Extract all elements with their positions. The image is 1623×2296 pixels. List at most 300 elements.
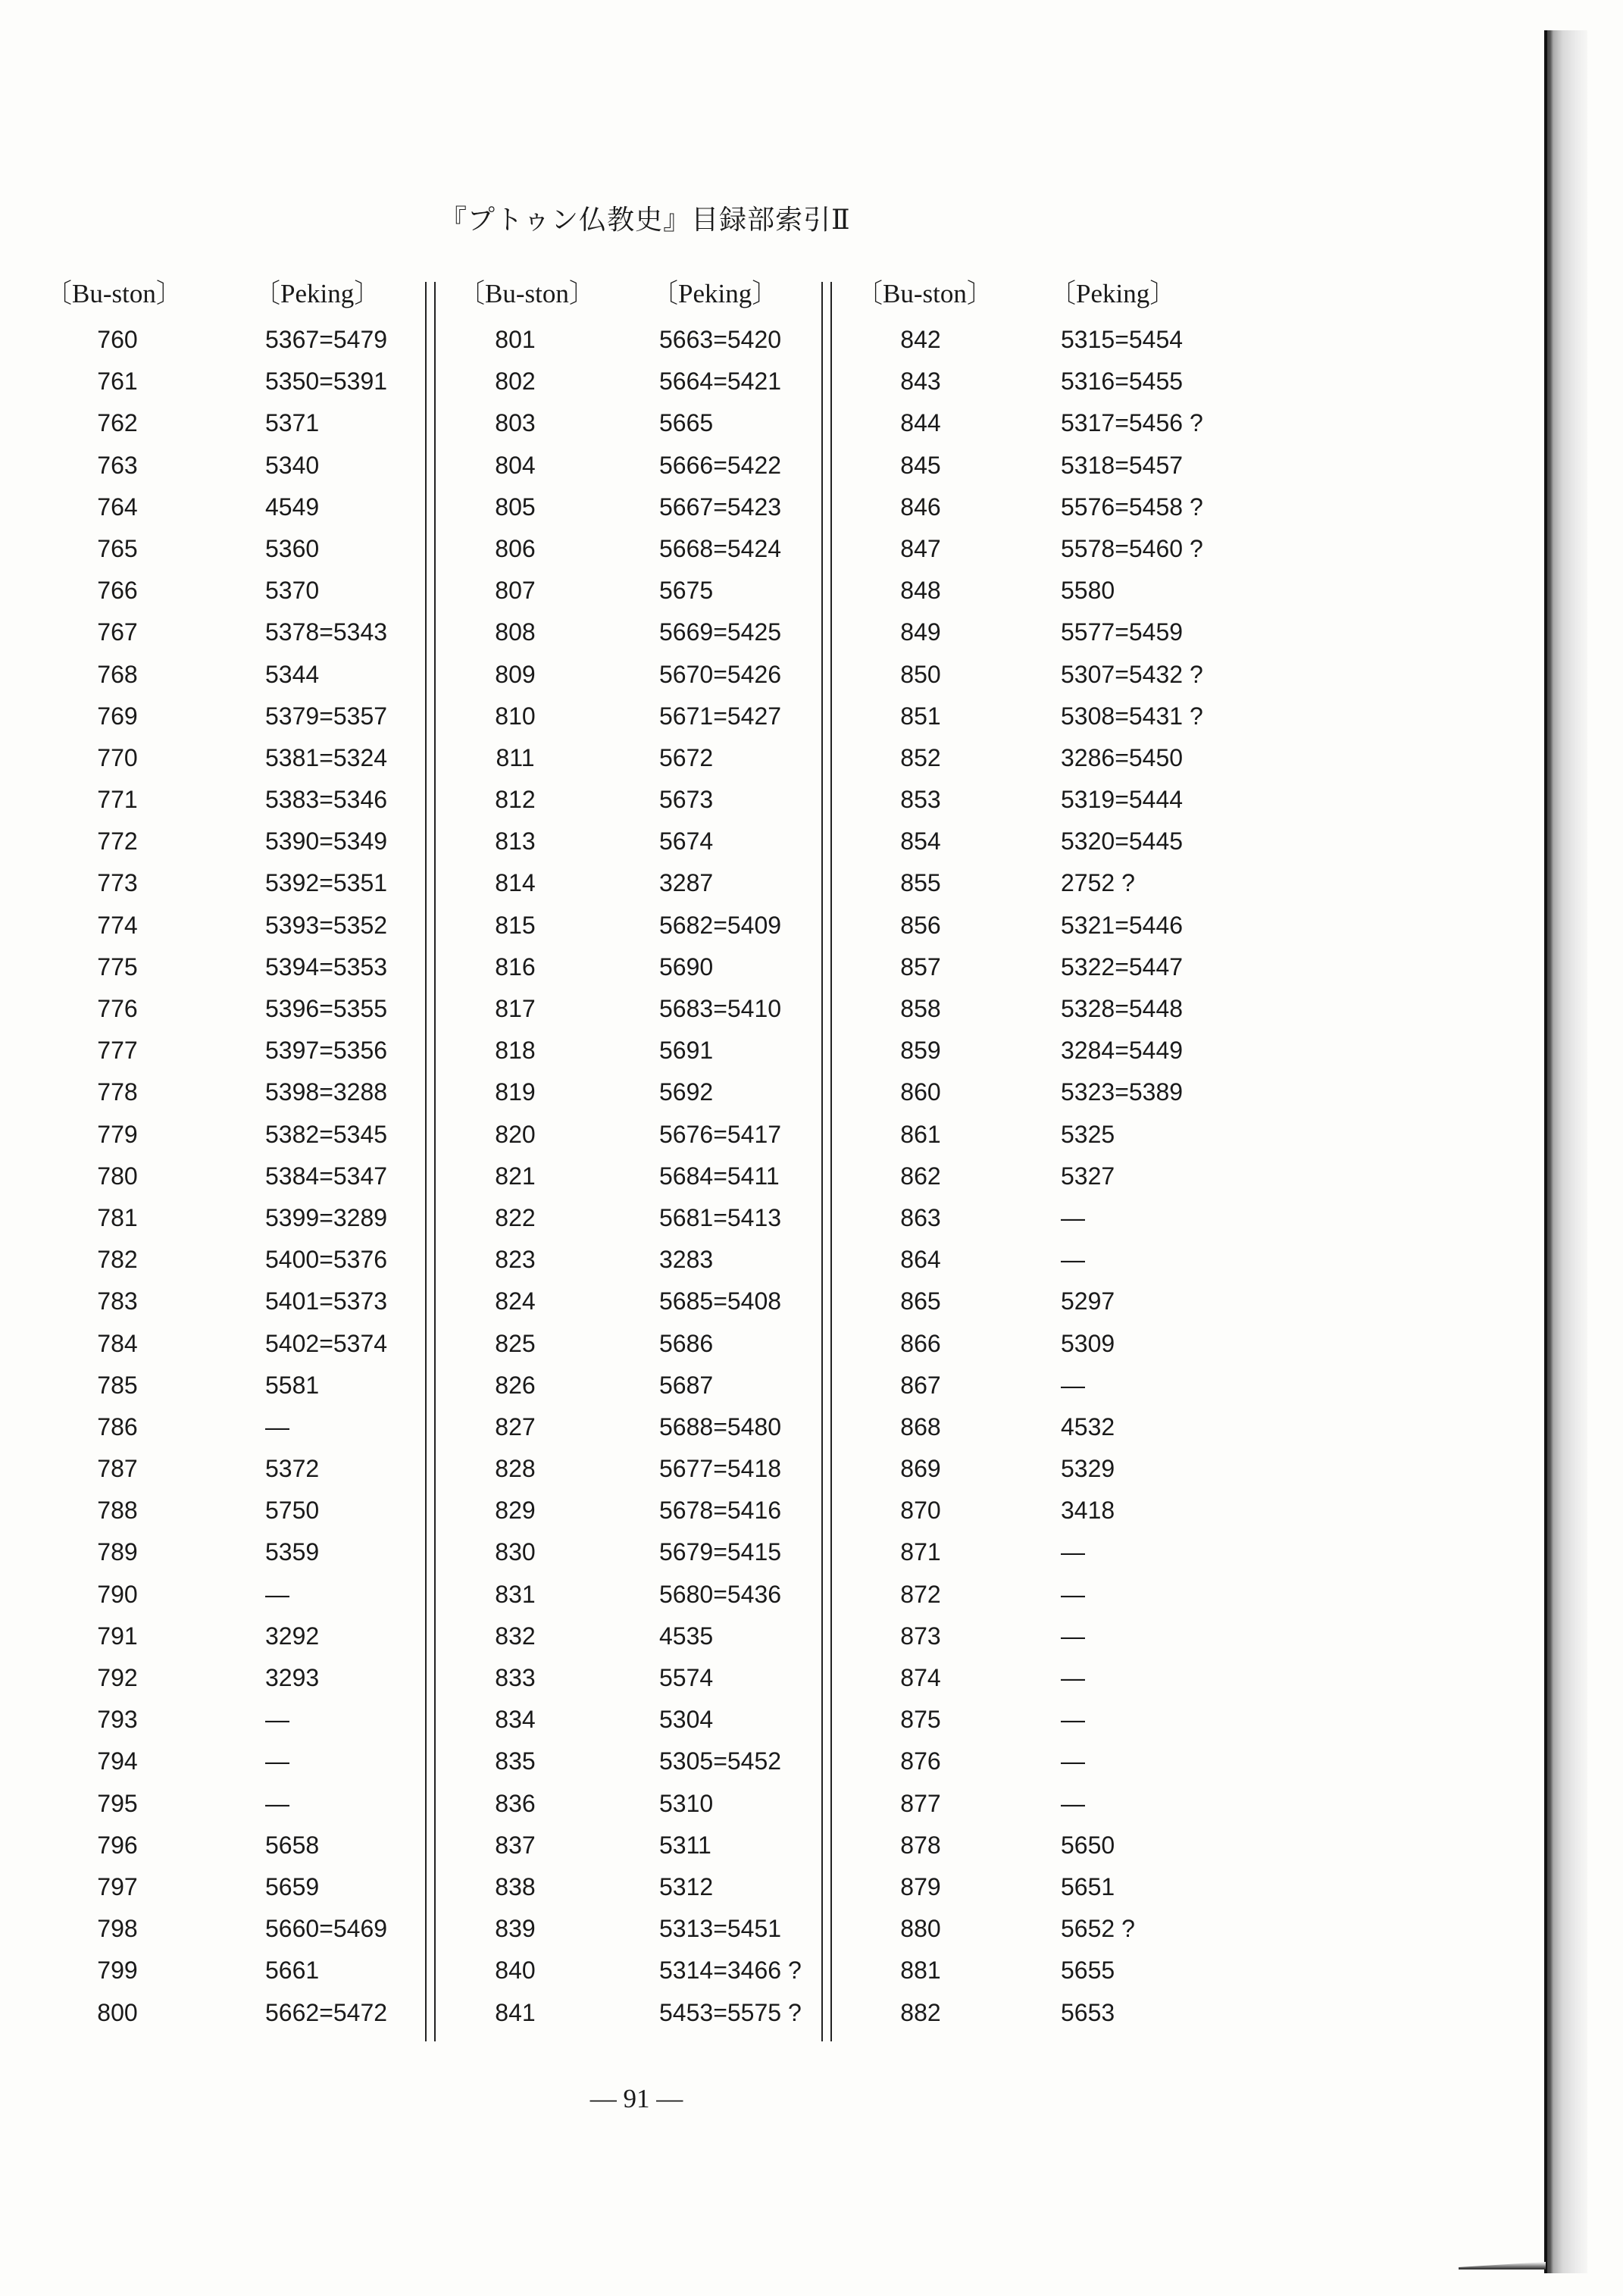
buston-number: 846 [900,493,941,521]
index-row [849,1447,1258,1489]
peking-number: — [1061,1246,1085,1274]
buston-number: 852 [900,743,941,771]
index-row [849,1238,1258,1280]
buston-number: 781 [97,1203,138,1231]
index-row [45,402,432,443]
buston-number: 874 [900,1664,941,1691]
peking-number: — [1061,1789,1085,1817]
peking-number: 5668=5424 [659,534,782,562]
index-row [849,1280,1258,1322]
index-row [45,360,432,402]
buston-number: 832 [495,1622,536,1650]
index-row [45,695,432,737]
peking-number: 5314=3466 ? [659,1957,802,1985]
buston-number: 841 [495,1998,536,2026]
buston-number: 761 [97,368,138,396]
buston-number: 820 [495,1120,536,1148]
buston-number: 878 [900,1831,941,1859]
index-row [45,1866,432,1907]
buston-number: 796 [97,1831,138,1859]
buston-number: 867 [900,1371,941,1399]
buston-number: 817 [495,995,536,1022]
buston-number: 861 [900,1120,941,1148]
index-row [451,444,833,486]
index-row [45,1531,432,1572]
buston-number: 783 [97,1287,138,1315]
index-row [45,1573,432,1615]
index-row [451,1573,833,1615]
buston-number: 870 [900,1497,941,1525]
index-row [849,1573,1258,1615]
peking-number: 4532 [1061,1412,1115,1440]
peking-number: 5350=5391 [265,368,388,396]
peking-number: 5398=3288 [265,1078,388,1106]
peking-number: 4535 [659,1622,714,1650]
peking-number: 5580 [1061,577,1115,605]
peking-number: 5688=5480 [659,1412,782,1440]
buston-number: 875 [900,1706,941,1734]
buston-number: 847 [900,534,941,562]
index-row [849,1531,1258,1572]
peking-number: — [265,1789,289,1817]
peking-number: 5686 [659,1329,714,1357]
peking-number: 5322=5447 [1061,952,1184,981]
index-row [45,1991,432,2033]
index-row [451,1406,833,1447]
scan-binding-edge [1546,30,1587,2273]
index-row [849,1782,1258,1824]
index-row [451,737,833,778]
index-row [45,987,432,1029]
index-row [849,904,1258,946]
index-row [45,904,432,946]
peking-number: 5650 [1061,1831,1115,1859]
buston-number: 808 [495,618,536,646]
buston-number: 873 [900,1622,941,1650]
index-row [849,1113,1258,1155]
index-row [451,1991,833,2033]
buston-number: 834 [495,1706,536,1734]
buston-number: 843 [900,368,941,396]
index-row [849,402,1258,443]
buston-number: 850 [900,660,941,688]
buston-number: 763 [97,451,138,479]
index-row [45,778,432,820]
buston-number: 864 [900,1246,941,1274]
peking-header: 〔Peking〕 [254,279,381,308]
buston-number: 789 [97,1538,138,1566]
index-row [849,1155,1258,1196]
index-row [45,1155,432,1196]
index-column-2 [451,273,833,2033]
index-row [451,1824,833,1866]
index-row [849,1071,1258,1112]
peking-number: 5577=5459 [1061,618,1184,646]
index-row [849,486,1258,527]
index-row [45,737,432,778]
buston-number: 791 [97,1622,138,1650]
peking-number: 5684=5411 [659,1162,780,1190]
index-row [451,1740,833,1781]
index-row [451,987,833,1029]
buston-number: 810 [495,702,536,730]
index-row [451,360,833,402]
peking-number: 5681=5413 [659,1203,782,1231]
index-row [451,402,833,443]
buston-number: 798 [97,1915,138,1943]
index-row [451,1196,833,1238]
buston-number: 818 [495,1037,536,1065]
peking-number: 5315=5454 [1061,326,1184,353]
buston-number: 853 [900,786,941,814]
index-row [45,1029,432,1071]
peking-number: 5679=5415 [659,1538,782,1566]
buston-number: 848 [900,577,941,605]
index-row [45,1238,432,1280]
peking-number: 5685=5408 [659,1287,782,1315]
peking-number: 5401=5373 [265,1287,388,1315]
buston-number: 812 [495,786,536,814]
peking-number: — [1061,1203,1085,1231]
page-number: — 91 — [589,2084,683,2113]
buston-number: 773 [97,869,138,897]
index-row [45,1615,432,1656]
index-row [45,862,432,903]
index-row [849,1991,1258,2033]
index-row [45,653,432,695]
peking-number: — [1061,1664,1085,1691]
buston-number: 845 [900,451,941,479]
index-row [451,862,833,903]
peking-number: — [265,1706,289,1734]
column-header [849,273,1258,318]
peking-number: 5678=5416 [659,1497,782,1525]
peking-number: 5687 [659,1371,714,1399]
buston-number: 826 [495,1371,536,1399]
peking-number: 5329 [1061,1455,1115,1483]
index-row [451,1364,833,1406]
peking-number: — [265,1580,289,1608]
index-row [451,946,833,987]
index-row [451,1698,833,1740]
index-row [451,1113,833,1155]
index-row [849,1406,1258,1447]
index-row [45,1280,432,1322]
peking-number: 5381=5324 [265,743,388,771]
buston-number: 856 [900,911,941,939]
index-row [451,1447,833,1489]
buston-number: 860 [900,1078,941,1106]
index-row [45,1447,432,1489]
index-row [849,987,1258,1029]
peking-number: 5397=5356 [265,1037,388,1065]
buston-number: 800 [97,1998,138,2026]
peking-number: 5297 [1061,1287,1115,1315]
peking-number: 5663=5420 [659,326,782,353]
peking-number: — [1061,1747,1085,1775]
index-row [45,1740,432,1781]
index-row [451,904,833,946]
page-title: 『プトゥン仏教史』目録部索引Ⅱ [439,205,851,235]
buston-number: 829 [495,1497,536,1525]
peking-number: 5379=5357 [265,702,388,730]
index-row [451,569,833,611]
peking-number: 5321=5446 [1061,911,1184,939]
peking-number: 4549 [265,493,320,521]
buston-number: 765 [97,534,138,562]
buston-number: 807 [495,577,536,605]
index-row [849,318,1258,360]
buston-number: 774 [97,911,138,939]
peking-number: 5453=5575 ? [659,1998,802,2026]
peking-number: 5690 [659,952,714,981]
buston-header: 〔Bu-ston〕 [856,279,993,308]
index-row [849,1656,1258,1698]
buston-number: 793 [97,1706,138,1734]
peking-number: 5360 [265,534,320,562]
index-row [451,611,833,652]
buston-header: 〔Bu-ston〕 [45,279,183,308]
buston-number: 836 [495,1789,536,1817]
peking-number: 5317=5456 ? [1061,409,1203,437]
buston-number: 869 [900,1455,941,1483]
buston-number: 868 [900,1412,941,1440]
peking-number: 5675 [659,577,714,605]
index-row [849,360,1258,402]
peking-number: 3293 [265,1664,320,1691]
buston-number: 760 [97,326,138,353]
peking-number: 5359 [265,1538,320,1566]
buston-number: 880 [900,1915,941,1943]
buston-number: 815 [495,911,536,939]
peking-number: 2752 ? [1061,869,1135,897]
peking-number: 5311 [659,1831,711,1859]
buston-number: 857 [900,952,941,981]
buston-number: 842 [900,326,941,353]
index-row [451,653,833,695]
buston-number: 766 [97,577,138,605]
buston-number: 849 [900,618,941,646]
index-row [451,1782,833,1824]
peking-number: 5578=5460 ? [1061,534,1203,562]
peking-number: — [1061,1706,1085,1734]
buston-number: 762 [97,409,138,437]
index-row [849,1907,1258,1949]
buston-number: 788 [97,1497,138,1525]
index-row [45,1071,432,1112]
peking-number: 5320=5445 [1061,827,1184,856]
buston-number: 797 [97,1872,138,1900]
index-row [451,1615,833,1656]
index-row [451,1155,833,1196]
buston-number: 811 [496,743,535,771]
buston-number: 831 [495,1580,536,1608]
index-row [45,1113,432,1155]
buston-number: 863 [900,1203,941,1231]
peking-number: 5378=5343 [265,618,388,646]
peking-number: 5328=5448 [1061,995,1184,1022]
index-row [451,1322,833,1364]
buston-number: 830 [495,1538,536,1566]
peking-number: 5390=5349 [265,827,388,856]
peking-number: 5750 [265,1497,320,1525]
buston-number: 823 [495,1246,536,1274]
peking-number: — [265,1412,289,1440]
peking-number: 5371 [265,409,320,437]
index-row [45,527,432,569]
buston-number: 764 [97,493,138,521]
peking-number: 5680=5436 [659,1580,782,1608]
buston-number: 784 [97,1329,138,1357]
buston-number: 813 [495,827,536,856]
index-row [451,486,833,527]
peking-number: 5308=5431 ? [1061,702,1203,730]
buston-number: 768 [97,660,138,688]
peking-number: 5310 [659,1789,714,1817]
buston-number: 865 [900,1287,941,1315]
index-row [45,1322,432,1364]
peking-number: 5327 [1061,1162,1115,1190]
index-row [849,444,1258,486]
buston-number: 844 [900,409,941,437]
buston-number: 819 [495,1078,536,1106]
peking-number: 5576=5458 ? [1061,493,1203,521]
peking-number: 5340 [265,451,320,479]
buston-number: 879 [900,1872,941,1900]
index-row [45,946,432,987]
peking-number: 5400=5376 [265,1246,388,1274]
buston-number: 835 [495,1747,536,1775]
index-row [45,444,432,486]
index-row [45,569,432,611]
index-row [849,946,1258,987]
column-divider [425,282,436,2041]
peking-number: 5313=5451 [659,1915,782,1943]
index-row [849,778,1258,820]
index-row [849,1698,1258,1740]
index-row [45,318,432,360]
peking-number: 5396=5355 [265,995,388,1022]
buston-number: 877 [900,1789,941,1817]
buston-number: 825 [495,1329,536,1357]
index-row [45,1406,432,1447]
buston-number: 866 [900,1329,941,1357]
buston-number: 767 [97,618,138,646]
buston-number: 833 [495,1664,536,1691]
index-row [451,1907,833,1949]
peking-number: — [1061,1580,1085,1608]
index-row [849,1866,1258,1907]
index-column-3 [849,273,1258,2033]
peking-number: 3286=5450 [1061,743,1184,771]
peking-number: 5383=5346 [265,786,388,814]
peking-header: 〔Peking〕 [652,279,779,308]
buston-number: 872 [900,1580,941,1608]
peking-number: 5319=5444 [1061,786,1184,814]
index-row [849,737,1258,778]
index-row [451,1489,833,1531]
buston-number: 881 [900,1957,941,1985]
buston-number: 782 [97,1246,138,1274]
index-row [849,820,1258,862]
buston-number: 828 [495,1455,536,1483]
buston-number: 805 [495,493,536,521]
peking-number: 5671=5427 [659,702,782,730]
buston-number: 778 [97,1078,138,1106]
buston-number: 802 [495,368,536,396]
peking-number: 5665 [659,409,714,437]
peking-number: 3292 [265,1622,320,1650]
index-row [849,862,1258,903]
buston-number: 779 [97,1120,138,1148]
index-row [451,1949,833,1991]
buston-number: 871 [900,1538,941,1566]
peking-number: 5683=5410 [659,995,782,1022]
index-row [849,1740,1258,1781]
peking-number: — [265,1747,289,1775]
buston-number: 801 [495,326,536,353]
peking-number: 5658 [265,1831,320,1859]
index-row [45,1824,432,1866]
index-row [849,1196,1258,1238]
peking-number: 5676=5417 [659,1120,782,1148]
peking-number: 5367=5479 [265,326,388,353]
peking-number: 5402=5374 [265,1329,388,1357]
peking-number: 5318=5457 [1061,451,1184,479]
peking-number: 5667=5423 [659,493,782,521]
peking-number: 5652 ? [1061,1915,1135,1943]
buston-number: 854 [900,827,941,856]
peking-number: 5669=5425 [659,618,782,646]
buston-number: 787 [97,1455,138,1483]
column-divider [821,282,832,2041]
peking-number: 5312 [659,1872,714,1900]
peking-number: 5305=5452 [659,1747,782,1775]
peking-number: 5670=5426 [659,660,782,688]
peking-header: 〔Peking〕 [1049,279,1177,308]
peking-number: 5325 [1061,1120,1115,1148]
index-row [45,1698,432,1740]
peking-number: 3284=5449 [1061,1037,1184,1065]
index-row [849,695,1258,737]
index-row [451,1238,833,1280]
index-row [45,1196,432,1238]
index-row [45,820,432,862]
peking-number: 5372 [265,1455,320,1483]
buston-number: 859 [900,1037,941,1065]
buston-number: 792 [97,1664,138,1691]
peking-number: 5674 [659,827,714,856]
buston-number: 795 [97,1789,138,1817]
peking-number: 5673 [659,786,714,814]
buston-number: 816 [495,952,536,981]
peking-number: 5664=5421 [659,368,782,396]
index-row [849,569,1258,611]
index-row [451,1866,833,1907]
peking-number: 5653 [1061,1998,1115,2026]
peking-number: 5672 [659,743,714,771]
index-row [45,1949,432,1991]
buston-number: 776 [97,995,138,1022]
index-row [849,1824,1258,1866]
buston-number: 769 [97,702,138,730]
buston-number: 822 [495,1203,536,1231]
peking-number: 5660=5469 [265,1915,388,1943]
index-row [451,1029,833,1071]
buston-number: 858 [900,995,941,1022]
buston-number: 785 [97,1371,138,1399]
peking-number: 5384=5347 [265,1162,388,1190]
